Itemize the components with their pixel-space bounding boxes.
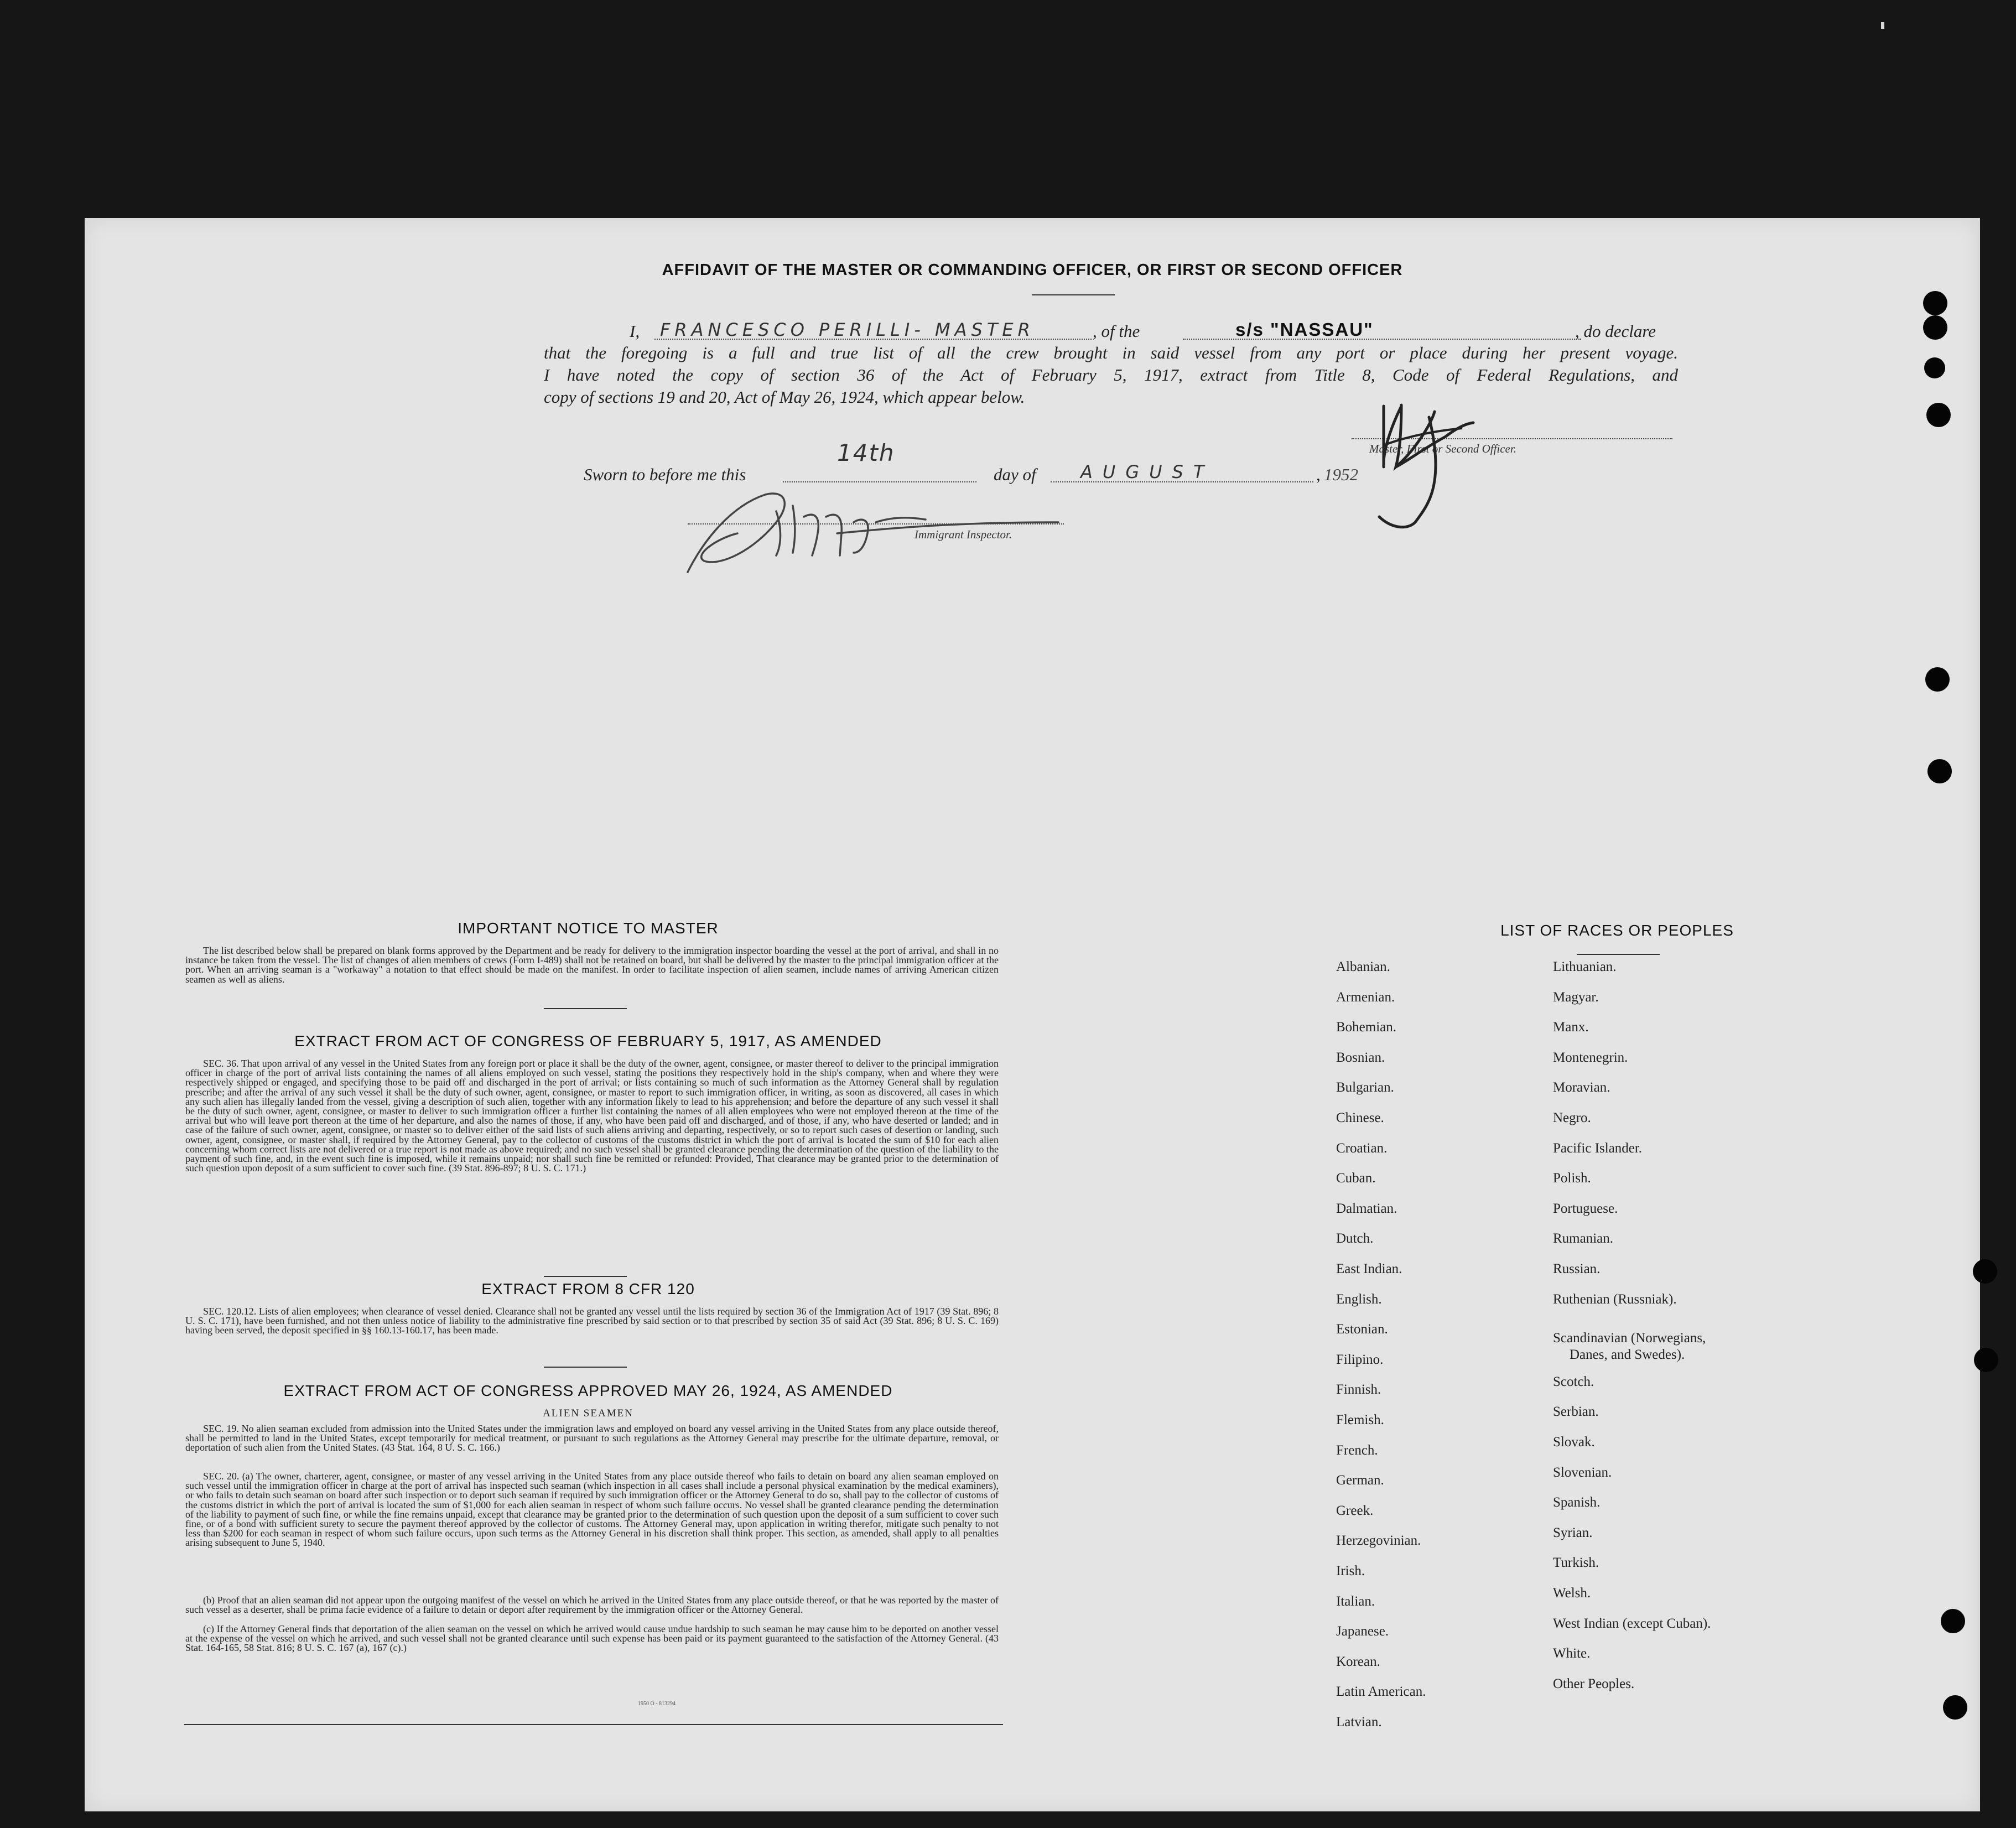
sworn-day-handwritten: 14th <box>837 439 895 466</box>
sworn-year: 1952 <box>1324 465 1358 484</box>
races-column-1 <box>1336 959 1535 1734</box>
race-item: Japanese. <box>1336 1624 1389 1639</box>
race-item: German. <box>1336 1473 1384 1488</box>
race-item: Serbian. <box>1553 1404 1599 1420</box>
declaration-line-3: I have noted the copy of section 36 of the Act of February 5, 1917, extract from Title 8, Code of Federal Regulations, and <box>544 365 1678 385</box>
race-item: Armenian. <box>1336 989 1395 1005</box>
binder-hole <box>1943 1695 1967 1720</box>
binder-hole <box>1923 291 1947 315</box>
race-item: Korean. <box>1336 1654 1380 1669</box>
race-item: Italian. <box>1336 1593 1375 1609</box>
binder-hole <box>1927 759 1952 783</box>
race-item: Latvian. <box>1336 1715 1382 1730</box>
race-item: Bosnian. <box>1336 1050 1385 1065</box>
race-item: Scotch. <box>1553 1374 1594 1389</box>
race-item: Magyar. <box>1553 989 1599 1005</box>
race-item: English. <box>1336 1291 1382 1307</box>
race-item: Slovenian. <box>1553 1465 1612 1480</box>
race-item: French. <box>1336 1442 1378 1458</box>
race-item: Ruthenian (Russniak). <box>1553 1291 1677 1307</box>
race-item: Scandinavian (Norwegians, <box>1553 1331 1706 1346</box>
binder-hole <box>1923 315 1947 340</box>
of-the-text: , of the <box>1093 321 1140 341</box>
race-item: Latin American. <box>1336 1684 1426 1700</box>
race-item: Portuguese. <box>1553 1201 1618 1216</box>
master-name-handwritten: FRANCESCO PERILLI- MASTER <box>660 319 1035 340</box>
race-item: Greek. <box>1336 1503 1374 1518</box>
race-item: Welsh. <box>1553 1586 1591 1601</box>
race-item: Albanian. <box>1336 959 1390 974</box>
notice-text: The list described below shall be prepared on blank forms approved by the Department and be ready for delivery to the immigration inspector boarding the vessel at the port of arrival, and shall in no instance be taken from the vessel. The list of changes of alien members of crews (Form I-489) shall not be retained on board, but shall be delivered by the master to the principal immigration officer at the port. When an arriving seaman is a "workaway" a notation to that effect should be made on the manifest. In order to facilitate inspection of alien seamen, include names of arriving American citizen seamen as well as aliens. <box>185 945 999 985</box>
binder-hole <box>1924 357 1945 378</box>
master-caption: Master, First or Second Officer. <box>1369 442 1516 455</box>
race-item: Irish. <box>1336 1564 1365 1578</box>
extract-1924-title: EXTRACT FROM ACT OF CONGRESS APPROVED MAY 26, 1924, AS AMENDED <box>283 1382 893 1399</box>
binder-hole <box>1925 667 1950 692</box>
sworn-month-handwritten: AUGUST <box>1080 461 1214 482</box>
scan-corner-mark <box>1881 22 1884 29</box>
race-item: Cuban. <box>1336 1171 1376 1186</box>
sec-20b-text: (b) Proof that an alien seaman did not appear upon the outgoing manifest of the vessel on which he arrived in the United States from any place outside thereof, or that he was reported by the master of such vessel as a deserter, shall be prima facie evidence of a failure to detain or deport after requirement by the immigration officer or the Attorney General. <box>185 1595 999 1616</box>
inspector-signature <box>671 472 1069 583</box>
extract-1924-subtitle: ALIEN SEAMEN <box>543 1408 633 1419</box>
race-item: Syrian. <box>1553 1525 1593 1540</box>
race-item: Manx. <box>1553 1020 1589 1035</box>
race-item: White. <box>1553 1646 1591 1661</box>
day-of-text: day of <box>994 465 1036 484</box>
extract-cfr-text: SEC. 120.12. Lists of alien employees; when clearance of vessel denied. Clearance shall not be granted any vessel until the lists required by section 36 of the Immigration Act of 1917 (39 Stat. 896; 8 U. S. C. 171), have been furnished, and not then unless notice of liability to the administrative fine prescribed by said section or to that prescribed by section 35 of said Act (39 Stat. 896; 8 U. S. C. 169) having been served, the deposit specified in §§ 160.13-160.17, has been made. <box>185 1306 999 1336</box>
notice-divider <box>544 1008 627 1009</box>
declaration-line-2: that the foregoing is a full and true list of all the crew brought in said vessel from any port or place during her present voyage. <box>544 343 1678 362</box>
notice-title: IMPORTANT NOTICE TO MASTER <box>458 920 719 937</box>
sworn-prefix: Sworn to before me this <box>584 465 746 484</box>
race-item: Negro. <box>1553 1110 1591 1125</box>
inspector-caption: Immigrant Inspector. <box>915 528 1012 541</box>
race-item: Other Peoples. <box>1553 1676 1635 1691</box>
race-item: Flemish. <box>1336 1412 1384 1427</box>
sec-19-text: SEC. 19. No alien seaman excluded from admission into the United States under the immigration laws and employed on board any vessel arriving in the United States from any place outside thereof, shall be permitted to land in the United States, except temporarily for medical treatment, or pursuant to such regulations as the Attorney General may prescribe for the ultimate departure, removal, or deportation of such alien from the United States. (43 Stat. 164, 8 U. S. C. 166.) <box>185 1423 999 1453</box>
race-item: Filipino. <box>1336 1352 1384 1367</box>
title-divider <box>1032 294 1115 295</box>
sec-20c-text: (c) If the Attorney General finds that deportation of the alien seaman on the vessel on which he arrived would cause undue hardship to such seaman he may cause him to be deported on another vessel at the expense of the vessel on which he arrived, and such vessel shall not be granted clearance until such expense has been paid or its payment guaranteed to the satisfaction of the Attorney General. (43 Stat. 164-165, 58 Stat. 816; 8 U. S. C. 167 (a), 167 (c).) <box>185 1623 999 1654</box>
race-item: Spanish. <box>1553 1495 1601 1510</box>
extract-1917-divider <box>544 1276 627 1277</box>
document-page <box>85 218 1980 1811</box>
race-item: Croatian. <box>1336 1140 1388 1156</box>
race-item: Danes, and Swedes). <box>1570 1347 1685 1363</box>
race-item: Bulgarian. <box>1336 1080 1394 1095</box>
race-item: Pacific Islander. <box>1553 1140 1643 1156</box>
affidavit-title: AFFIDAVIT OF THE MASTER OR COMMANDING OFFICER, OR FIRST OR SECOND OFFICER <box>662 261 1403 279</box>
race-item: Moravian. <box>1553 1080 1610 1095</box>
race-item: Bohemian. <box>1336 1020 1397 1035</box>
sec-20a-text: SEC. 20. (a) The owner, charterer, agent, consignee, or master of any vessel arriving in the United States from any place outside thereof who fails to detain on board any alien seaman employed on such vessel until the immigration officer in charge at the port of arrival has inspected such seaman (which inspection in all cases shall include a personal physical examination by the medical examiners), or who fails to detain such seaman on board after such inspection or to deport such seaman if required by such immigration officer or the Attorney General to do so, shall pay to the collector of customs of the customs district in which the port of arrival is located the sum of $1,000 for each alien seaman in respect of whom such failure occurs. No vessel shall be granted clearance pending the determination of the liability to payment of such fine, or while the fine remains unpaid, except that clearance may be granted prior to the determination of such question upon the deposit of a sum sufficient to cover such fine, or of a bond with sufficient surety to secure the payment thereof approved by the collector of customs. The Attorney General may, upon application in writing therefor, mitigate such penalty to not less than $200 for each seaman in respect of whom such failure occurs, upon such terms as the Attorney General in his discretion shall think proper. This section, as amended, shall apply to all penalties arising subsequent to June 5, 1940. <box>185 1471 999 1549</box>
binder-hole <box>1926 403 1951 427</box>
race-item: Dalmatian. <box>1336 1201 1397 1216</box>
bottom-rule <box>184 1724 1003 1725</box>
race-item: Montenegrin. <box>1553 1050 1628 1065</box>
comma: , <box>1316 465 1321 484</box>
race-item: Turkish. <box>1553 1555 1599 1571</box>
race-item: Lithuanian. <box>1553 959 1617 974</box>
binder-hole <box>1973 1259 1997 1284</box>
race-item: Polish. <box>1553 1171 1591 1186</box>
i-prefix: I, <box>630 321 640 341</box>
race-item: Finnish. <box>1336 1382 1381 1398</box>
races-column-2 <box>1553 959 1885 1734</box>
races-title: LIST OF RACES OR PEOPLES <box>1500 922 1734 939</box>
extract-cfr-title: EXTRACT FROM 8 CFR 120 <box>481 1280 695 1297</box>
extract-1917-title: EXTRACT FROM ACT OF CONGRESS OF FEBRUARY 5, 1917, AS AMENDED <box>294 1032 882 1050</box>
race-item: Estonian. <box>1336 1322 1388 1337</box>
race-item: Russian. <box>1553 1261 1601 1276</box>
race-item: East Indian. <box>1336 1261 1402 1276</box>
binder-hole <box>1974 1348 1998 1372</box>
master-signature <box>1318 384 1551 539</box>
race-item: Slovak. <box>1553 1435 1595 1450</box>
extract-1917-text: SEC. 36. That upon arrival of any vessel in the United States from any foreign port or place it shall be the duty of the owner, agent, consignee, or master thereof to deliver to the principal immigration officer in charge of the port of arrival lists containing the names of all aliens employed on such vessel, stating the positions they respectively hold in the ship's company, when and where they were respectively shipped or engaged, and specifying those to be paid off and discharged in the port of arrival; or lists containing so much of such information as the Attorney General shall by regulation prescribe; and after the arrival of any such vessel it shall be the duty of such owner, agent, consignee, or master to report to such immigration officer, in writing, as soon as discovered, all cases in which any such alien has illegally landed from the vessel, giving a description of such alien, together with any information likely to lead to his apprehension; and before the departure of any such vessel it shall be the duty of such owner, agent, consignee, or master to deliver to such immigration officer a further list containing the names of all alien employees who were not employed thereon at the time of the arrival but who will leave port thereon at the time of her departure, and also the names of those, if any, who have been paid off and discharged, and of those, if any, who have deserted or landed; and in case of the failure of such owner, agent, consignee, or master so to deliver either of the said lists of such aliens arriving and departing, respectively, or so to report such cases of desertion or landing, such owner, agent, consignee, or master shall, if required by the Attorney General, pay to the collector of customs of the customs district in which the port of arrival is located the sum of $10 for each alien concerning whom correct lists are not delivered or a true report is not made as above required; and no such vessel shall be granted clearance pending the determination of the question of the liability to the payment of such fine, and, in the event such fine is imposed, while it remains unpaid; nor shall such fine be remitted or refunded: Provided, That clearance may be granted prior to the determination of such question upon deposit of a sum sufficient to cover such fine. (39 Stat. 896-897; 8 U. S. C. 171.) <box>185 1058 999 1174</box>
extract-cfr-divider <box>544 1367 627 1368</box>
race-item: Herzegovinian. <box>1336 1533 1421 1549</box>
race-item: West Indian (except Cuban). <box>1553 1616 1711 1631</box>
do-declare-text: , do declare <box>1575 321 1656 341</box>
races-divider <box>1577 954 1660 955</box>
binder-hole <box>1941 1609 1965 1633</box>
race-item: Chinese. <box>1336 1110 1384 1125</box>
race-item: Dutch. <box>1336 1231 1374 1247</box>
declaration-line-4: copy of sections 19 and 20, Act of May 26, 1924, which appear below. <box>544 387 1025 407</box>
vessel-name: s/s "NASSAU" <box>1235 319 1374 340</box>
printer-mark: 1950 O - 813294 <box>638 1701 676 1707</box>
race-item: Rumanian. <box>1553 1231 1614 1247</box>
